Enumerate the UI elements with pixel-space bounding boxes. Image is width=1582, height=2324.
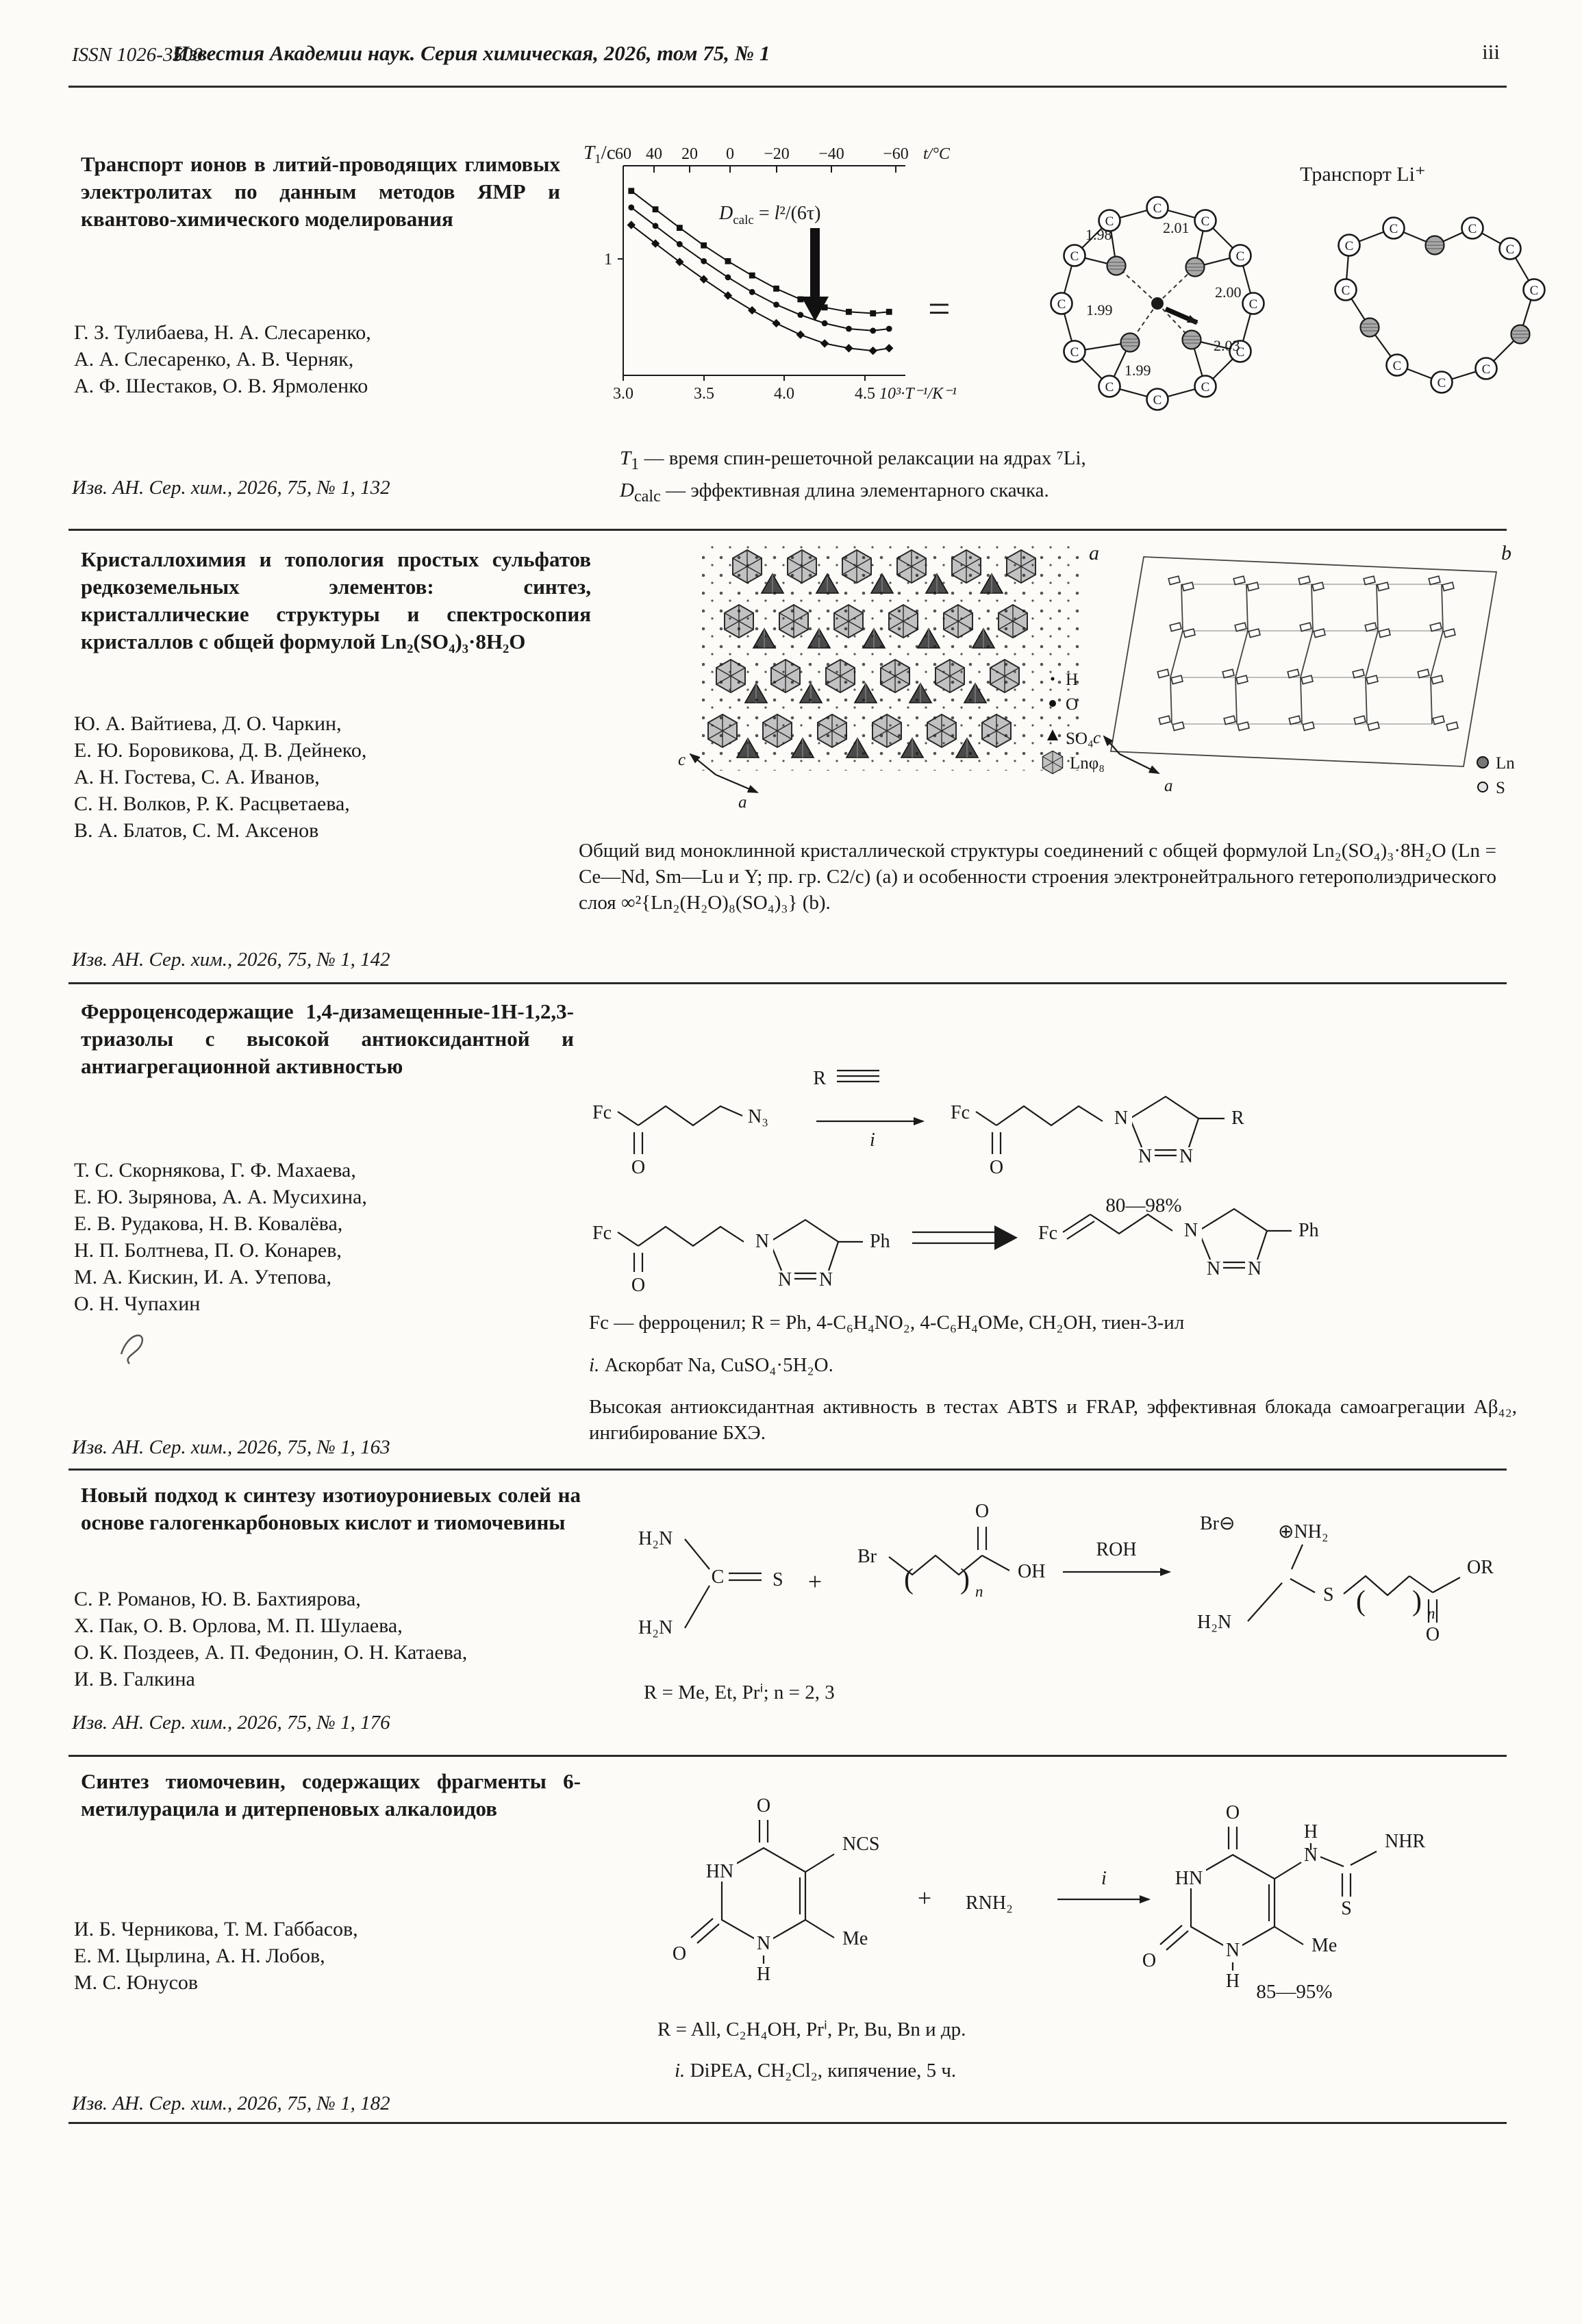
article-4: [0, 1471, 1582, 1752]
scheme-note: Высокая антиоксидантная активность в тестах ABTS и FRAP, эффективная блокада самоагрегации Aβ₄₂, ингибирование БХЭ.: [589, 1396, 1517, 1444]
pen-mark: [113, 1325, 161, 1369]
page-number: iii: [1482, 40, 1500, 64]
ncs-label: NCS: [842, 1834, 880, 1855]
crystal-panel-b: [1093, 542, 1515, 797]
article-3: [0, 984, 1582, 1466]
n-label: N: [1114, 1108, 1129, 1129]
journal-title: Известия Академии наук. Серия химическая, 2026, том 75, № 1: [173, 41, 770, 65]
scheme-row-1: [592, 1068, 1244, 1216]
article-authors: [74, 710, 366, 844]
top-axis-unit: t/°C: [923, 145, 950, 163]
author-line: Ю. А. Вайтиева, Д. О. Чаркин,: [74, 712, 342, 735]
axis-a-label: a: [1164, 777, 1173, 795]
hn-label: HN: [1175, 1868, 1203, 1889]
scheme-conditions: i. DiPEA, CH₂Cl₂, кипячение, 5 ч.: [675, 2060, 957, 2082]
double-arrow-head: [994, 1225, 1018, 1250]
n-label: N: [1138, 1146, 1153, 1167]
thiourea-product: [1142, 1802, 1426, 2003]
author-line: Е. М. Цырлина, А. Н. Лобов,: [74, 1945, 325, 1967]
paren-close: ): [960, 1564, 970, 1595]
amine-label: RNH₂: [966, 1892, 1013, 1914]
author-line: О. Н. Чупахин: [74, 1292, 201, 1315]
author-line: И. В. Галкина: [74, 1668, 195, 1690]
h-label: H: [1225, 1971, 1240, 1992]
x-axis-unit: 10³·T⁻¹/K⁻¹: [879, 385, 957, 403]
axis-c-label: c: [678, 751, 686, 769]
o-label: O: [756, 1795, 771, 1816]
article-authors: [74, 319, 371, 399]
article-title: Новый подход к синтезу изотиоурониевых солей на основе галогенкарбоновых кислот и тиомочевины: [81, 1483, 581, 1534]
r-label: R: [1231, 1108, 1244, 1129]
legend-ln: Ln: [1496, 754, 1515, 773]
o-label: O: [672, 1943, 687, 1964]
h2n-label: H₂N: [638, 1528, 673, 1549]
scheme-r-line: R = Me, Et, Prⁱ; n = 2, 3: [644, 1682, 835, 1703]
r-label: R: [813, 1068, 826, 1089]
ammonium-cation: ⊕NH₂: [1278, 1521, 1329, 1542]
scheme-row-2: [592, 1209, 1319, 1296]
panel-a-label: a: [1089, 542, 1099, 564]
author-line: Х. Пак, О. В. Орлова, М. П. Шулаева,: [74, 1614, 403, 1637]
article-5: [0, 1757, 1582, 2119]
n-label: N: [756, 1933, 771, 1954]
bond-distance: 2.00: [1215, 284, 1242, 301]
article-title: Синтез тиомочевин, содержащих фрагменты 6-метилурацила и дитерпеновых алкалоидов: [81, 1769, 581, 1821]
author-line: С. Н. Волков, Р. К. Расцветаева,: [74, 792, 350, 815]
o-label: O: [631, 1275, 646, 1296]
n-label: N: [1225, 1940, 1240, 1961]
n-label: N: [1247, 1258, 1262, 1279]
article-citation: Изв. АН. Сер. хим., 2026, 75, № 1, 176: [72, 1712, 390, 1734]
y-tick: 1: [604, 251, 612, 268]
scheme-uracil-thiourea: [603, 1769, 1561, 2009]
bond-distance: 1.98: [1085, 226, 1112, 243]
paren-open: (: [904, 1564, 914, 1595]
step-label: i: [870, 1129, 875, 1151]
scheme-r-line: R = All, C₂H₄OH, Prⁱ, Pr, Bu, Bn и др.: [657, 2019, 966, 2040]
n-label: N: [818, 1269, 833, 1290]
top-tick: 20: [681, 145, 698, 163]
caption-line: $T_1$ — время спин-решеточной релаксации на ядрах ⁷Li,: [620, 447, 1086, 473]
molecule-title: Транспорт Li⁺: [1300, 163, 1426, 186]
author-line: М. А. Кискин, И. А. Утепова,: [74, 1266, 332, 1288]
author-line: М. С. Юнусов: [74, 1971, 199, 1994]
top-tick: −40: [818, 145, 844, 163]
article-citation: Изв. АН. Сер. хим., 2026, 75, № 1, 132: [72, 477, 390, 499]
fc-label: Fc: [592, 1102, 612, 1123]
lithium-atom: [1151, 297, 1164, 310]
article-title: Транспорт ионов в литий-проводящих глимовых электролитах по данным методов ЯМР и квантово-химического моделирования: [81, 152, 560, 231]
azide-label: N₃: [748, 1106, 768, 1127]
o-label: O: [1142, 1950, 1157, 1971]
step-label: i: [1101, 1868, 1107, 1889]
author-line: Н. П. Болтнева, П. О. Конарев,: [74, 1239, 342, 1262]
uracil-reactant: [673, 1795, 880, 1985]
article-title: Ферроценсодержащие 1,4-дизамещенные-1H-1,2,3-триазолы с высокой антиоксидантной и антиагрегационной активностью: [81, 999, 574, 1078]
me-label: Me: [842, 1928, 868, 1949]
bond-distance: 1.99: [1086, 301, 1113, 318]
s-label: S: [773, 1569, 783, 1590]
legend-lnphi8: Lnφ₈: [1070, 754, 1105, 773]
figure-crystal-structure: [575, 536, 1561, 810]
ph-label: Ph: [870, 1231, 890, 1252]
article-authors: [74, 1916, 358, 1996]
ph-label: Ph: [1298, 1220, 1319, 1241]
o-label: O: [989, 1157, 1004, 1178]
n-subscript: n: [975, 1583, 983, 1600]
figure-caption: [620, 445, 1086, 510]
n-label: N: [1303, 1845, 1318, 1866]
author-line: А. А. Слесаренко, А. В. Черняк,: [74, 348, 354, 371]
h-label: H: [1303, 1821, 1318, 1842]
bond-distance: 2.03: [1214, 337, 1240, 354]
ion-jump-arrow: [1166, 309, 1197, 323]
top-tick: 40: [646, 145, 662, 163]
article-title: Кристаллохимия и топология простых сульфатов редкоземельных элементов: синтез, кристаллические структуры и спектроскопия кристаллов с общей формулой Ln₂(SO₄)₃·8H₂O: [81, 547, 591, 653]
article-citation: Изв. АН. Сер. хим., 2026, 75, № 1, 142: [72, 949, 390, 971]
legend-o: O: [1066, 695, 1079, 714]
o-label: O: [1225, 1802, 1240, 1823]
top-tick: −60: [883, 145, 909, 163]
figure-caption: Общий вид моноклинной кристаллической структуры соединений с общей формулой Ln₂(SO₄)₃·8H₂O (Ln = Ce—Nd, Sm—Lu и Y; пр. гр. C2/c) (a) и особенности строения электронейтрального гетерополиэдрического слоя ∞²{Ln₂(H₂O)₈(SO₄)₃} (b).: [579, 840, 1496, 914]
y-axis-label: $T_1/c$: [583, 142, 616, 166]
author-line: А. Ф. Шестаков, О. В. Ярмоленко: [74, 375, 368, 397]
author-line: Е. Ю. Зырянова, А. А. Мусихина,: [74, 1186, 367, 1208]
legend-so4: SO₄: [1066, 729, 1094, 748]
o-label: O: [975, 1501, 990, 1522]
fc-label: Fc: [951, 1102, 970, 1123]
bond-distance: 2.01: [1163, 219, 1190, 236]
top-tick: −20: [764, 145, 790, 163]
s-label: S: [1323, 1584, 1334, 1605]
br-label: Br: [857, 1546, 877, 1567]
article-citation: Изв. АН. Сер. хим., 2026, 75, № 1, 163: [72, 1436, 390, 1458]
figure-nmr-li-transport: [582, 142, 1561, 437]
paren-close: ): [1412, 1586, 1422, 1617]
bromide-anion: Br⊖: [1200, 1513, 1235, 1534]
dcalc-formula: $D_{calc} = l^2/(6\tau)$: [719, 203, 821, 227]
n-label: N: [777, 1269, 792, 1290]
x-tick: 3.0: [613, 385, 633, 403]
scheme-isothiouronium: [603, 1486, 1561, 1671]
hn-label: HN: [705, 1861, 734, 1882]
h2n-label: H₂N: [638, 1617, 673, 1638]
author-line: В. А. Блатов, С. М. Аксенов: [74, 819, 319, 842]
author-line: Г. З. Тулибаева, Н. А. Слесаренко,: [74, 321, 371, 344]
legend-h: H: [1066, 671, 1079, 689]
me-label: Me: [1311, 1935, 1338, 1956]
author-line: Е. Ю. Боровикова, Д. В. Дейнеко,: [74, 739, 367, 762]
scheme-legend-line: Fc — ферроценил; R = Ph, 4-C₆H₄NO₂, 4-C₆H₄OMe, CH₂OH, тиен-3-ил: [589, 1312, 1185, 1334]
fc-label: Fc: [592, 1223, 612, 1244]
arrow-condition: ROH: [1096, 1539, 1137, 1560]
article-authors: [74, 1586, 467, 1692]
panel-b-label: b: [1501, 542, 1511, 564]
article-authors: [74, 1157, 367, 1317]
legend-s: S: [1496, 779, 1505, 797]
x-tick: 4.5: [855, 385, 875, 403]
equals-sign: =: [928, 286, 951, 331]
n-subscript: n: [1427, 1605, 1435, 1622]
or-label: OR: [1467, 1557, 1494, 1578]
article-2: [0, 531, 1582, 979]
scheme-ferrocene-triazole: [575, 1053, 1561, 1303]
s-label: S: [1341, 1898, 1352, 1919]
n-label: N: [1179, 1146, 1194, 1167]
c-label: C: [711, 1566, 725, 1588]
author-line: Е. В. Рудакова, Н. В. Ковалёва,: [74, 1212, 343, 1235]
yield-label: 85—95%: [1256, 1981, 1333, 2003]
li-transport-molecule: [1051, 163, 1545, 410]
bond-distance: 1.99: [1125, 362, 1151, 379]
oh-label: OH: [1018, 1561, 1046, 1582]
article-1: [0, 88, 1582, 526]
n-label: N: [755, 1231, 770, 1252]
x-tick: 3.5: [694, 385, 714, 403]
nhr-label: NHR: [1385, 1831, 1426, 1852]
o-label: O: [1425, 1624, 1440, 1645]
author-line: И. Б. Черникова, Т. М. Габбасов,: [74, 1918, 358, 1940]
paren-open: (: [1356, 1586, 1366, 1617]
author-line: О. К. Поздеев, А. П. Федонин, О. Н. Катаева,: [74, 1641, 468, 1664]
divider: [68, 2122, 1507, 2124]
top-tick: 60: [615, 145, 631, 163]
n-label: N: [1183, 1220, 1198, 1241]
author-line: С. Р. Романов, Ю. В. Бахтиярова,: [74, 1588, 361, 1610]
plus-sign: +: [917, 1884, 932, 1912]
x-tick: 4.0: [774, 385, 794, 403]
axis-c-label: c: [1093, 729, 1101, 747]
scheme-conditions: i. Аскорбат Na, CuSO₄·5H₂O.: [589, 1354, 833, 1376]
h-label: H: [756, 1964, 771, 1985]
caption-line: $D_{calc}$ — эффективная длина элементарного скачка.: [620, 479, 1049, 505]
yield-label: 80—98%: [1105, 1195, 1182, 1216]
nmr-plot: [583, 142, 957, 403]
fc-label: Fc: [1038, 1223, 1057, 1244]
n-label: N: [1206, 1258, 1221, 1279]
h2n-label: H₂N: [1197, 1612, 1232, 1633]
axis-a-label: a: [738, 793, 747, 810]
plus-sign: +: [807, 1568, 823, 1595]
author-line: Т. С. Скорнякова, Г. Ф. Махаева,: [74, 1159, 356, 1182]
article-citation: Изв. АН. Сер. хим., 2026, 75, № 1, 182: [72, 2092, 390, 2114]
crystal-panel-a: [678, 542, 1099, 810]
author-line: А. Н. Гостева, С. А. Иванов,: [74, 766, 320, 788]
o-label: O: [631, 1157, 646, 1178]
issn-label: ISSN 1026-3500: [72, 44, 203, 66]
top-tick: 0: [726, 145, 734, 163]
